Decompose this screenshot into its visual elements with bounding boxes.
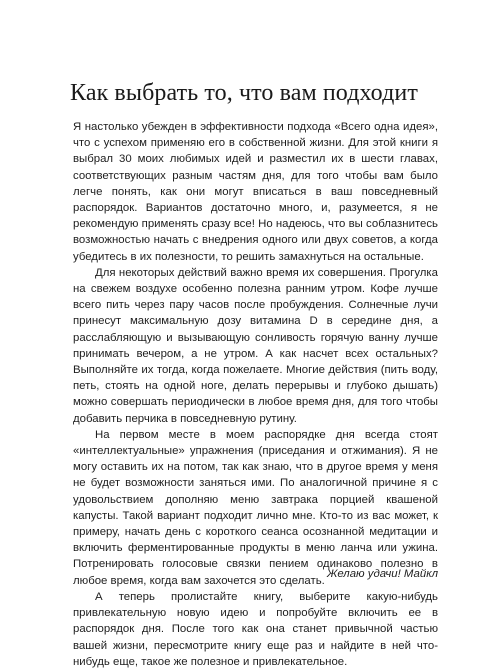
paragraph-closing: А теперь пролистайте книгу, выберите какую-нибудь привлекательную новую идею и попробуйте включить ее в распорядок дня. После того как она станет привычной частью вашей жизни, пересмотрите книгу еще раз и найдите в ней что-нибудь еще, такое же полезное и привлекательное. <box>73 590 438 668</box>
paragraph-personal-routine: На первом месте в моем распорядке дня всегда стоят «интеллектуальные» упражнения (приседания и отжимания). Я не могу оставить их на потом, так как знаю, что в другое время у меня не будет возможности заняться ими. По аналогичной причине я с удовольствием дополняю меню завтрака порцией квашеной капусты. Такой вариант подходит лично мне. Кто-то из вас может, к примеру, начать день с короткого сеанса осознанной медитации и включить ферментированные продукты в меню ланча или ужина. Потренировать голосовые связки пением одинаково полезно в любое время, когда вам захочется это сделать. <box>73 428 438 587</box>
signature: Желаю удачи! Майкл <box>326 568 438 580</box>
page-title: Как выбрать то, что вам подходит <box>70 80 418 106</box>
paragraph-intro: Я настолько убежден в эффективности подхода «Всего одна идея», что с успехом применяю его в собственной жизни. Для этой книги я выбрал 30 моих любимых идей и разместил их в шести главах, соответствующих разным частям дня, для того чтобы вам было легче понять, как они могут вписаться в ваш повседневный распорядок. Вариантов достаточно много, и, разумеется, я не рекомендую применять сразу все! Но надеюсь, что вы соблазнитесь возможностью начать с внедрения одного или двух советов, а когда убедитесь в их полезности, то решить замахнуться на остальные. <box>73 121 438 263</box>
body-text <box>73 119 438 670</box>
paragraph-timing: Для некоторых действий важно время их совершения. Прогулка на свежем воздухе особенно полезна ранним утром. Кофе лучше всего пить через пару часов после пробуждения. Солнечные лучи принесут максимальную дозу витамина D в середине дня, а расслабляющую и вызывающую сонливость горячую ванну лучше принимать вечером, а не утром. А как насчет всех остальных? Выполняйте их тогда, когда пожелаете. Многие действия (пить воду, петь, стоять на одной ноге, делать перерывы и глубоко дышать) можно совершать периодически в любое время дня, для того чтобы добавить перчика в повседневную рутину. <box>73 266 438 425</box>
